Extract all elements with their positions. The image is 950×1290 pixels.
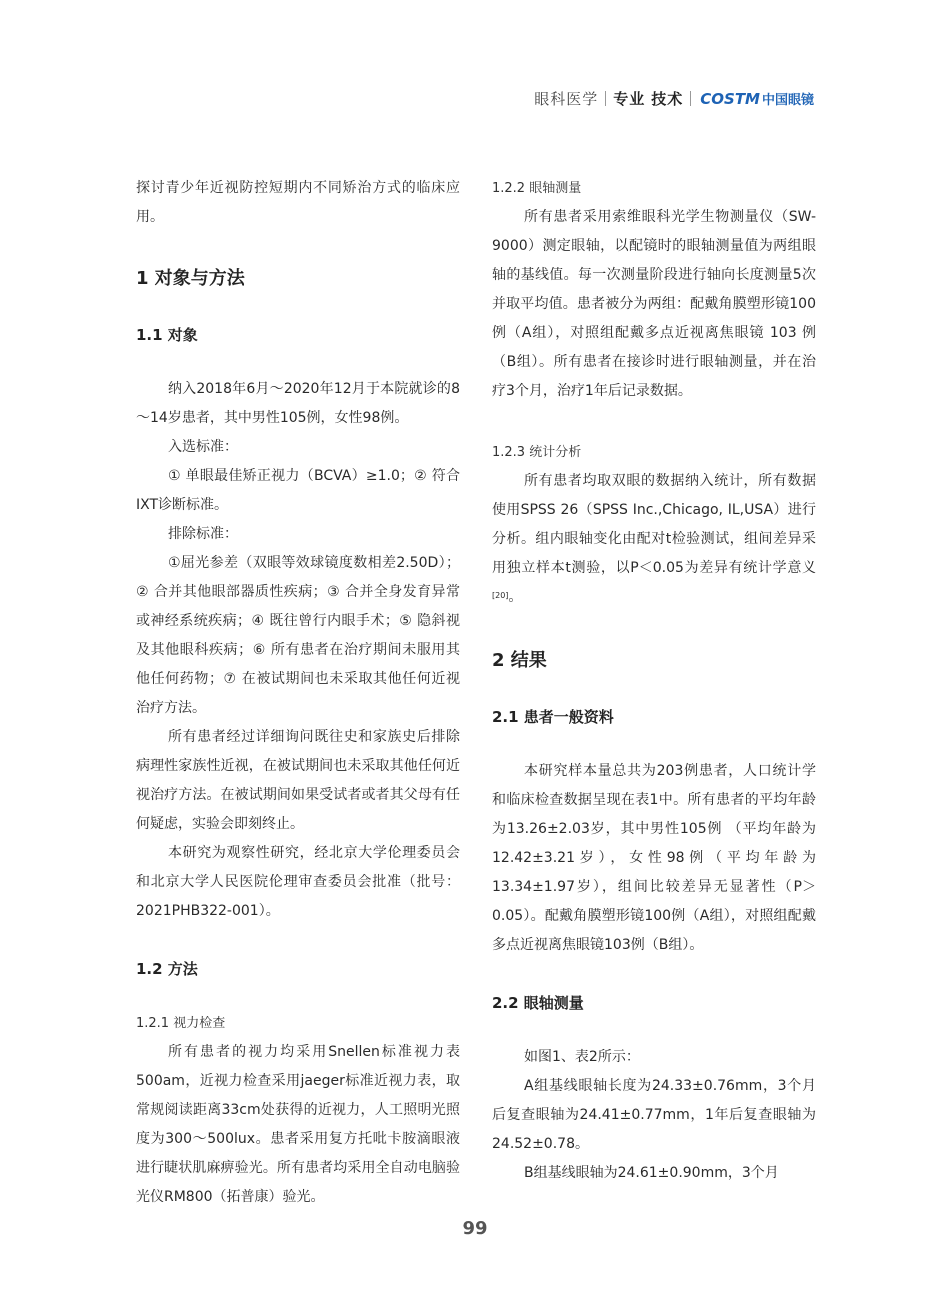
subsection-heading-1-1: 1.1 对象 <box>136 326 198 344</box>
ethics-paragraph: 本研究为观察性研究，经北京大学伦理委员会和北京大学人民医院伦理审查委员会批准（批号：2021PHB322-001）。 <box>136 845 460 919</box>
right-column <box>492 174 816 1188</box>
subsection-heading-1-2-3: 1.2.3 统计分析 <box>492 445 582 460</box>
header-section: 眼科医学 <box>534 90 599 108</box>
header-tech: 技术 <box>651 90 684 108</box>
intro-paragraph: 探讨青少年近视防控短期内不同矫治方式的临床应用。 <box>136 180 460 225</box>
group-b-paragraph: B组基线眼轴为24.61±0.90mm，3个月 <box>524 1165 779 1181</box>
exclusion-label: 排除标准： <box>168 526 238 542</box>
header-divider <box>605 91 606 106</box>
inclusion-label: 入选标准： <box>168 439 238 455</box>
group-a-paragraph: A组基线眼轴长度为24.33±0.76mm，3个月后复查眼轴为24.41±0.77mm，1年后复查眼轴为24.52±0.78。 <box>492 1078 816 1152</box>
stats-paragraph <box>492 467 816 612</box>
general-data-paragraph: 本研究样本量总共为203例患者，人口统计学和临床检查数据呈现在表1中。所有患者的平均年龄为13.26±2.03岁，其中男性105例 （平均年龄为12.42±3.21岁），女性98例（平均年龄为13.34±1.97岁），组间比较差异无显著性（P＞0.05）。配戴角膜塑形镜100例（A组），对照组配戴多点近视离焦眼镜103例（B组）。 <box>492 763 816 953</box>
subsection-heading-1-2-1: 1.2.1 视力检查 <box>136 1016 226 1031</box>
figure-reference: 如图1、表2所示： <box>524 1049 640 1065</box>
section-heading-1: 1 对象与方法 <box>136 268 245 289</box>
header-pro: 专业 <box>613 90 646 108</box>
left-column <box>136 174 460 1212</box>
history-paragraph: 所有患者经过详细询问既往史和家族史后排除病理性家族性近视，在被试期间也未采取其他任何近视治疗方法。在被试期间如果受试者或者其父母有任何疑虑，实验会即刻终止。 <box>136 729 460 832</box>
axial-paragraph: 所有患者采用索维眼科光学生物测量仪（SW-9000）测定眼轴，以配镜时的眼轴测量值为两组眼轴的基线值。每一次测量阶段进行轴向长度测量5次并取平均值。患者被分为两组：配戴角膜塑形镜100例（A组），对照组配戴多点近视离焦眼镜 103 例（B组）。所有患者在接诊时进行眼轴测量，并在治疗3个月，治疗1年后记录数据。 <box>492 209 816 399</box>
reference-20: [20] <box>492 591 509 600</box>
stats-text: 所有患者均取双眼的数据纳入统计，所有数据使用SPSS 26（SPSS Inc.,Chicago, IL,USA）进行分析。组内眼轴变化由配对t检验测试，组间差异采用独立样本t测验，以P＜0.05为差异有统计学意义 <box>492 473 816 576</box>
logo-cn: 中国眼镜 <box>761 93 814 108</box>
logo-mark: COSTM <box>700 89 760 108</box>
costm-logo <box>700 89 814 108</box>
exclusion-criteria: ①屈光参差（双眼等效球镜度数相差2.50D）；② 合并其他眼部器质性疾病；③ 合并全身发育异常或神经系统疾病；④ 既往曾行内眼手术；⑤ 隐斜视及其他眼科疾病；⑥ 所有患者在治疗期间未服用其他任何药物；⑦ 在被试期间也未采取其他任何近视治疗方法。 <box>136 555 460 716</box>
subsection-heading-1-2-2: 1.2.2 眼轴测量 <box>492 181 582 196</box>
subsection-heading-2-2: 2.2 眼轴测量 <box>492 994 584 1012</box>
vision-paragraph: 所有患者的视力均采用Snellen标准视力表500am，近视力检查采用jaeger标准近视力表，取常规阅读距离33cm处获得的近视力，人工照明光照度为300～500lux。患者采用复方托吡卡胺滴眼液进行睫状肌麻痹验光。所有患者均采用全自动电脑验光仪RM800（拓普康）验光。 <box>136 1044 460 1205</box>
inclusion-criteria: ① 单眼最佳矫正视力（BCVA）≥1.0；② 符合IXT诊断标准。 <box>136 468 460 513</box>
subsection-heading-1-2: 1.2 方法 <box>136 960 198 978</box>
page-number: 99 <box>462 1218 488 1239</box>
page-header <box>534 88 814 109</box>
subsection-heading-2-1: 2.1 患者一般资料 <box>492 708 614 726</box>
subjects-paragraph: 纳入2018年6月～2020年12月于本院就诊的8～14岁患者，其中男性105例，女性98例。 <box>136 381 460 426</box>
section-heading-2: 2 结果 <box>492 650 547 671</box>
stats-end: 。 <box>508 589 523 605</box>
header-divider-2 <box>690 91 691 106</box>
